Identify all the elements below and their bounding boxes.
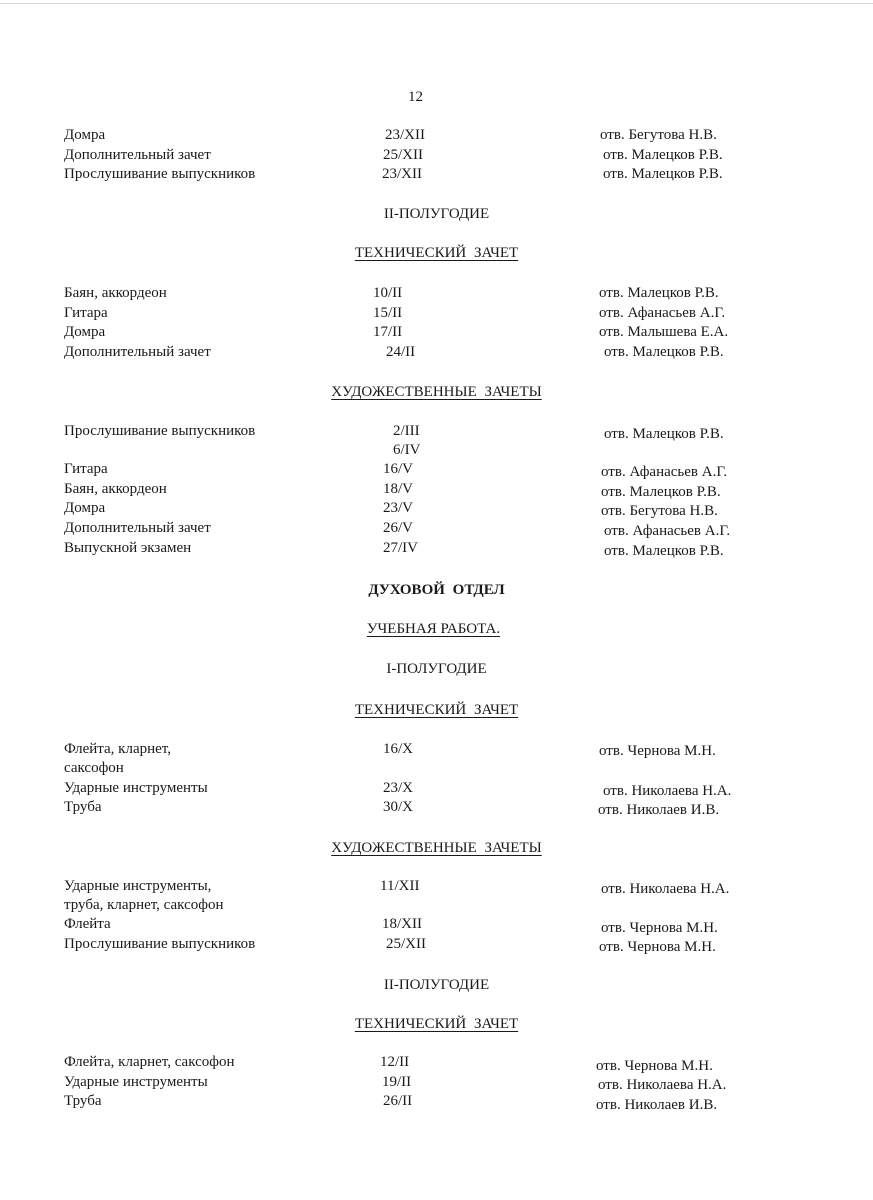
responsible: отв. Николаев И.В.: [596, 1097, 718, 1113]
semester-heading: I-ПОЛУГОДИЕ: [386, 661, 487, 677]
section-heading: [0, 581, 873, 600]
semester-heading: II-ПОЛУГОДИЕ: [383, 977, 490, 993]
schedule-row: [0, 480, 873, 499]
event-name: Домра: [64, 500, 106, 516]
schedule-row: [0, 915, 873, 934]
event-date: 18/V: [383, 481, 413, 497]
schedule-row: [0, 779, 873, 798]
responsible: отв. Николаева Н.А.: [601, 881, 730, 897]
section-heading: [0, 660, 873, 679]
schedule-row: [0, 877, 873, 896]
event-name: Домра: [64, 324, 106, 340]
event-date: 25/XII: [383, 147, 423, 163]
section-heading: [0, 244, 873, 263]
technical-exam-heading: ТЕХНИЧЕСКИЙ ЗАЧЕТ: [354, 245, 519, 261]
section-heading: [0, 205, 873, 224]
responsible: отв. Малецков Р.В.: [604, 543, 724, 559]
schedule-row: [0, 519, 873, 538]
responsible: отв. Чернова М.Н.: [599, 743, 716, 759]
section-heading: [0, 701, 873, 720]
schedule-row: [0, 759, 873, 778]
art-exam-heading: ХУДОЖЕСТВЕННЫЕ ЗАЧЕТЫ: [331, 384, 542, 400]
responsible: отв. Малецков Р.В.: [603, 147, 723, 163]
event-date: 23/XII: [382, 166, 422, 182]
schedule-row: [0, 499, 873, 518]
scan-top-edge: [0, 3, 873, 4]
event-date: 26/II: [383, 1093, 413, 1109]
responsible: отв. Афанасьев А.Г.: [601, 464, 728, 480]
event-date: 24/II: [386, 344, 416, 360]
technical-exam-heading: ТЕХНИЧЕСКИЙ ЗАЧЕТ: [354, 702, 519, 718]
event-name: Ударные инструменты,: [64, 878, 212, 894]
page-number: 12: [408, 89, 423, 105]
event-date: 12/II: [380, 1054, 410, 1070]
event-name: Домра: [64, 127, 106, 143]
semester-heading: II-ПОЛУГОДИЕ: [383, 206, 490, 222]
event-date: 23/X: [383, 780, 413, 796]
art-exam-heading: ХУДОЖЕСТВЕННЫЕ ЗАЧЕТЫ: [331, 840, 542, 856]
section-heading: [0, 620, 870, 639]
event-name: труба, кларнет, саксофон: [64, 897, 224, 913]
schedule-row: [0, 1092, 873, 1111]
schedule-row: [0, 460, 873, 479]
event-name: саксофон: [64, 760, 124, 776]
schedule-row: [0, 740, 873, 759]
responsible: отв. Малецков Р.В.: [604, 344, 724, 360]
responsible: отв. Малецков Р.В.: [603, 166, 723, 182]
technical-exam-heading: ТЕХНИЧЕСКИЙ ЗАЧЕТ: [354, 1016, 519, 1032]
event-date: 10/II: [373, 285, 403, 301]
schedule-row: [0, 146, 873, 165]
event-name: Прослушивание выпускников: [64, 936, 256, 952]
responsible: отв. Николаев И.В.: [598, 802, 720, 818]
responsible: отв. Чернова М.Н.: [601, 920, 718, 936]
event-name: Гитара: [64, 461, 108, 477]
event-name: Ударные инструменты: [64, 1074, 208, 1090]
event-name: Гитара: [64, 305, 108, 321]
responsible: отв. Бегутова Н.В.: [601, 503, 718, 519]
schedule-row: [0, 441, 873, 460]
event-date: 6/IV: [393, 442, 421, 458]
schedule-row: [0, 304, 873, 323]
event-name: Баян, аккордеон: [64, 481, 167, 497]
event-date: 23/XII: [385, 127, 425, 143]
responsible: отв. Николаева Н.А.: [598, 1077, 727, 1093]
schedule-row: [0, 1073, 873, 1092]
event-name: Выпускной экзамен: [64, 540, 192, 556]
schedule-row: [0, 539, 873, 558]
event-date: 16/V: [383, 461, 413, 477]
schedule-row: [0, 935, 873, 954]
study-heading: УЧЕБНАЯ РАБОТА.: [366, 621, 501, 637]
event-date: 2/III: [393, 423, 420, 439]
event-name: Ударные инструменты: [64, 780, 208, 796]
event-date: 30/X: [383, 799, 413, 815]
responsible: отв. Малецков Р.В.: [604, 426, 724, 442]
schedule-row: [0, 1053, 873, 1072]
event-date: 23/V: [383, 500, 413, 516]
schedule-row: [0, 323, 873, 342]
responsible: отв. Малецков Р.В.: [599, 285, 719, 301]
event-name: Труба: [64, 1093, 102, 1109]
schedule-row: [0, 284, 873, 303]
section-heading: [0, 976, 873, 995]
event-date: 11/XII: [380, 878, 420, 894]
event-name: Прослушивание выпускников: [64, 166, 256, 182]
event-date: 16/X: [383, 741, 413, 757]
responsible: отв. Малышева Е.А.: [599, 324, 729, 340]
schedule-row: [0, 126, 873, 145]
schedule-row: [0, 896, 873, 915]
event-date: 18/XII: [382, 916, 422, 932]
schedule-row: [0, 165, 873, 184]
responsible: отв. Афанасьев А.Г.: [604, 523, 731, 539]
event-date: 26/V: [383, 520, 413, 536]
responsible: отв. Афанасьев А.Г.: [599, 305, 726, 321]
event-name: Флейта, кларнет,: [64, 741, 171, 757]
responsible: отв. Чернова М.Н.: [599, 939, 716, 955]
section-heading: [0, 839, 873, 858]
section-heading: [0, 1015, 873, 1034]
event-date: 25/XII: [386, 936, 426, 952]
responsible: отв. Чернова М.Н.: [596, 1058, 713, 1074]
responsible: отв. Николаева Н.А.: [603, 783, 732, 799]
event-name: Дополнительный зачет: [64, 344, 211, 360]
section-heading: [0, 383, 873, 402]
event-date: 19/II: [382, 1074, 412, 1090]
department-heading: ДУХОВОЙ ОТДЕЛ: [368, 582, 505, 598]
event-name: Прослушивание выпускников: [64, 423, 256, 439]
event-name: Баян, аккордеон: [64, 285, 167, 301]
event-name: Флейта: [64, 916, 111, 932]
event-name: Труба: [64, 799, 102, 815]
event-date: 17/II: [373, 324, 403, 340]
schedule-row: [0, 343, 873, 362]
responsible: отв. Малецков Р.В.: [601, 484, 721, 500]
schedule-row: [0, 798, 873, 817]
responsible: отв. Бегутова Н.В.: [600, 127, 717, 143]
schedule-row: [0, 422, 873, 441]
event-date: 15/II: [373, 305, 403, 321]
event-name: Дополнительный зачет: [64, 520, 211, 536]
event-date: 27/IV: [383, 540, 418, 556]
event-name: Флейта, кларнет, саксофон: [64, 1054, 235, 1070]
event-name: Дополнительный зачет: [64, 147, 211, 163]
